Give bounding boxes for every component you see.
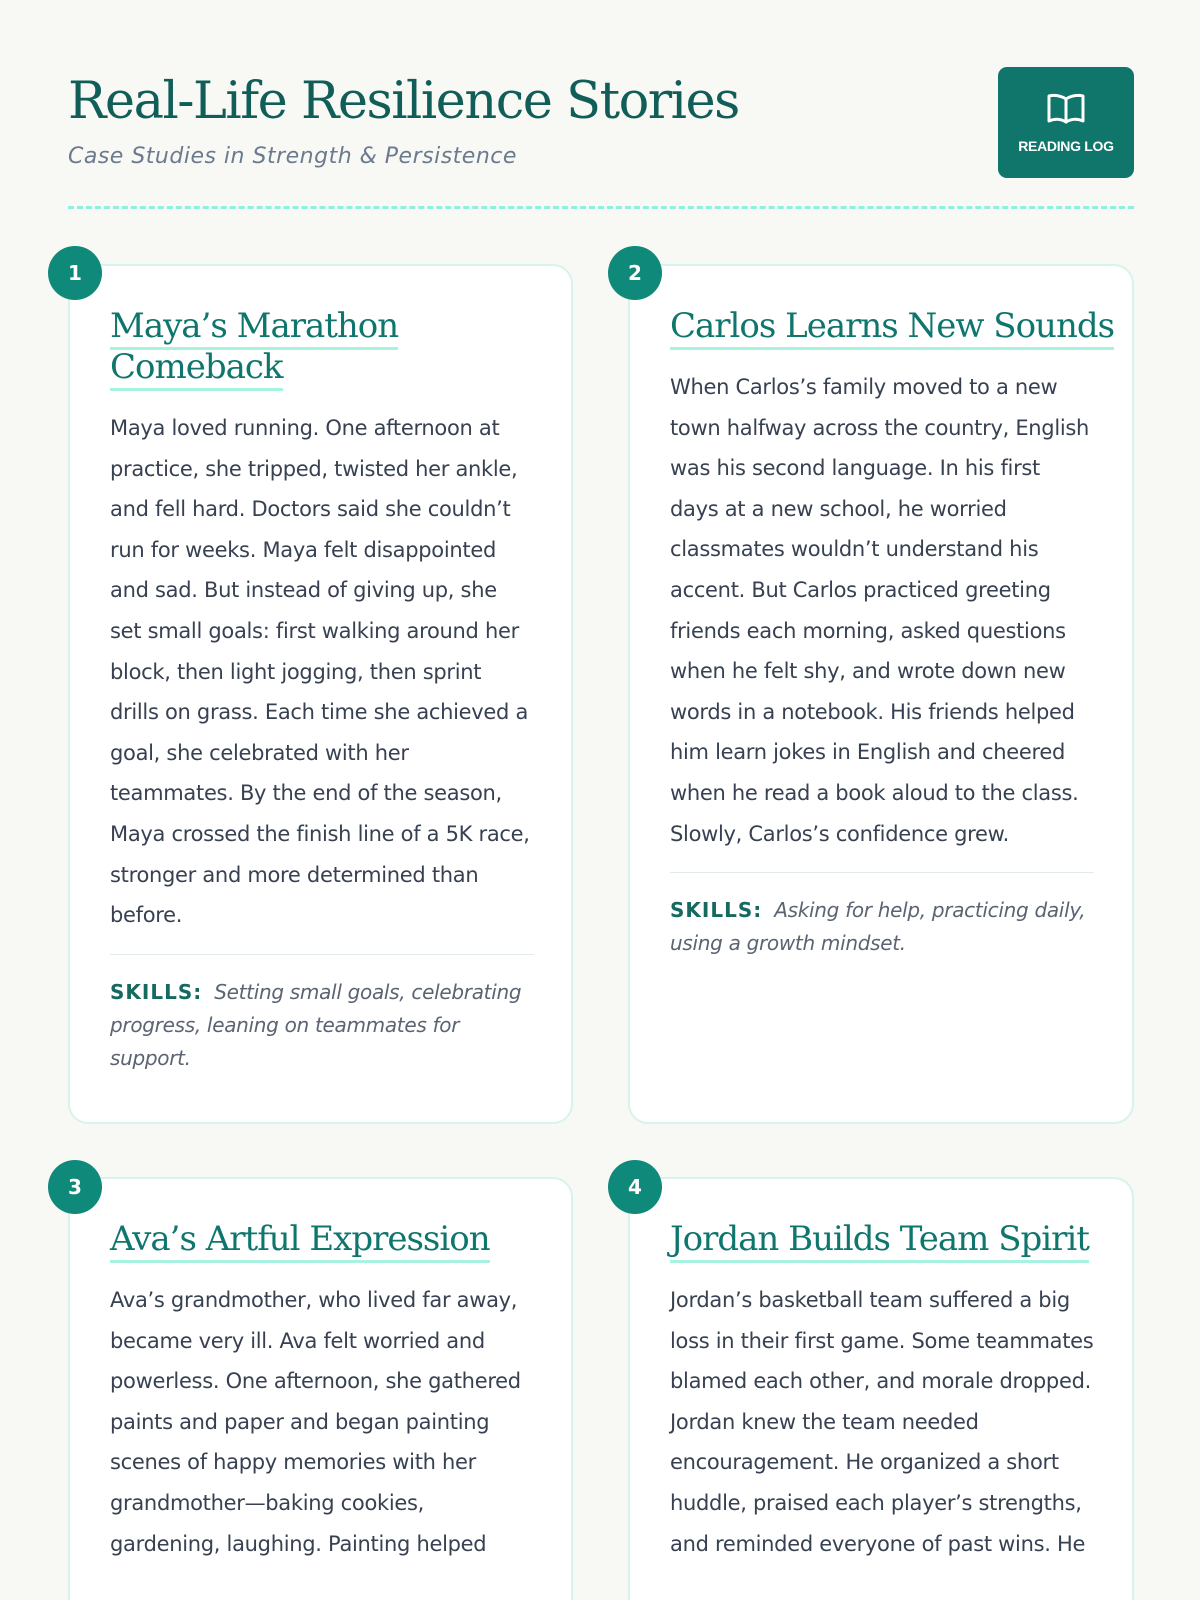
story-number-badge: 2 xyxy=(608,246,662,300)
story-card-2 xyxy=(628,264,1134,1124)
story-number-badge: 3 xyxy=(48,1160,102,1214)
story-skills xyxy=(110,954,534,1075)
story-body: Maya loved running. One afternoon at practice, she tripped, twisted her ankle, and fell hard. Doctors said she couldn’t run for weeks. Maya felt disappointed and sad. But instead of giving up, she set small goals: first walking around her block, then light jogging, then sprint drills on grass. Each time she achieved a goal, she celebrated with her teammates. By the end of the season, Maya crossed the finish line of a 5K race, stronger and more determined than before. xyxy=(110,416,530,928)
reading-log-label: READING LOG xyxy=(1018,137,1114,154)
story-number-badge: 4 xyxy=(608,1160,662,1214)
story-card-4 xyxy=(628,1177,1134,1600)
story-title: Carlos Learns New Sounds xyxy=(670,306,1094,347)
open-book-icon xyxy=(1046,92,1086,128)
skills-text: Setting small goals, celebrating progress, leaning on teammates for support. xyxy=(110,979,522,1070)
story-title: Maya’s Marathon Comeback xyxy=(110,306,534,388)
page-subtitle: Case Studies in Strength & Persistence xyxy=(68,144,517,169)
page-title: Real-Life Resilience Stories xyxy=(68,72,739,131)
skills-label: SKILLS: xyxy=(670,898,763,923)
reading-log-button[interactable] xyxy=(998,67,1134,178)
page-header xyxy=(68,70,1134,210)
story-card-3 xyxy=(68,1177,573,1600)
skills-text: Asking for help, practicing daily, using a growth mindset. xyxy=(670,898,1086,956)
story-number-badge: 1 xyxy=(48,246,102,300)
story-body: Ava’s grandmother, who lived far away, became very ill. Ava felt worried and powerless. One afternoon, she gathered paints and paper and began painting scenes of happy memories with her grandmother—baking cookies, gardening, laughing. Painting helped xyxy=(110,1288,521,1556)
story-card-1 xyxy=(68,264,573,1124)
story-body: Jordan’s basketball team suffered a big loss in their first game. Some teammates blamed each other, and morale dropped. Jordan knew the team needed encouragement. He organized a short huddle, praised each player’s strengths, and reminded everyone of past wins. He xyxy=(670,1288,1094,1556)
story-title: Jordan Builds Team Spirit xyxy=(670,1219,1094,1260)
story-skills xyxy=(670,872,1094,960)
skills-label: SKILLS: xyxy=(110,979,203,1004)
story-title: Ava’s Artful Expression xyxy=(110,1219,534,1260)
story-body: When Carlos’s family moved to a new town halfway across the country, English was his second language. In his first days at a new school, he worried classmates wouldn’t understand his accent. But Carlos practiced greeting friends each morning, asked questions when he felt shy, and wrote down new words in a notebook. His friends helped him learn jokes in English and cheered when he read a book aloud to the class. Slowly, Carlos’s confidence grew. xyxy=(670,375,1090,846)
header-divider xyxy=(68,206,1134,209)
